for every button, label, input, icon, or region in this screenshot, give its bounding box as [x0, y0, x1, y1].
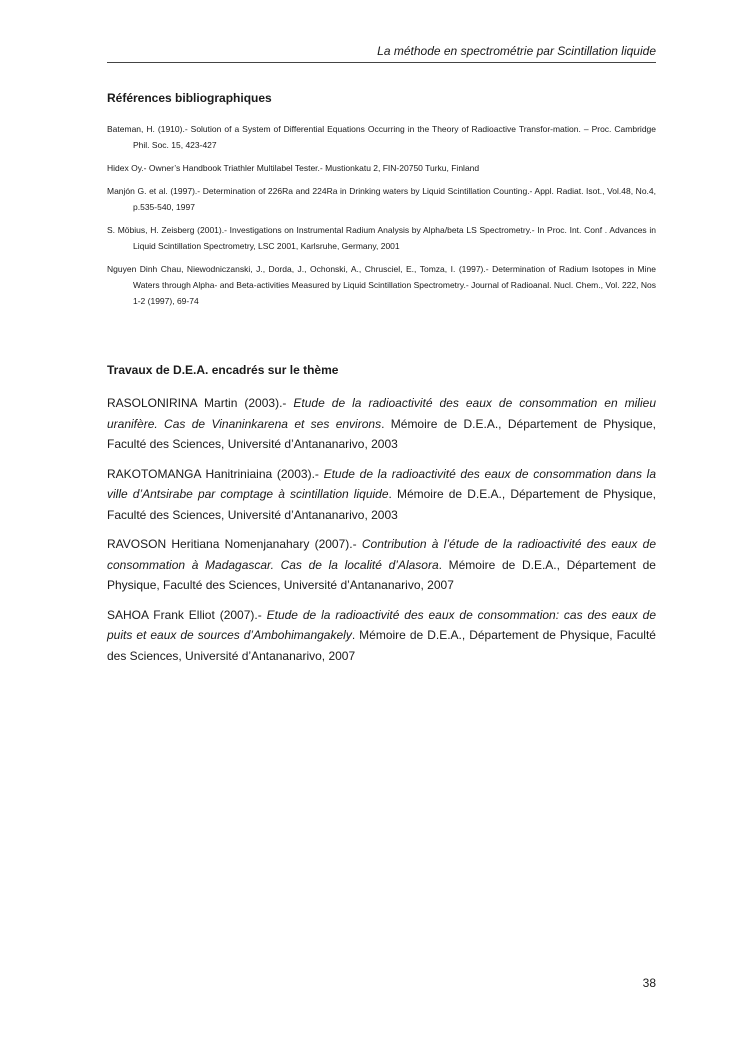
header-divider — [107, 62, 656, 63]
thesis-item — [107, 534, 656, 596]
references-heading: Références bibliographiques — [107, 91, 272, 105]
thesis-author: RAVOSON Heritiana Nomenjanahary (2007).- — [107, 537, 362, 551]
reference-item: Hidex Oy.- Owner’s Handbook Triathler Multilabel Tester.- Mustionkatu 2, FIN-20750 Turku, Finland — [107, 163, 480, 173]
thesis-item — [107, 464, 656, 526]
thesis-item — [107, 393, 656, 455]
thesis-title: Contribution à l’étude de la radioactivité des eaux de consommation à Madagascar. Cas de la localité d’Alasora — [107, 537, 656, 572]
thesis-title: Etude de la radioactivité des eaux de consommation: cas des eaux de puits et eaux de sources d’Ambohimangakely — [107, 607, 656, 642]
thesis-title: Etude de la radioactivité des eaux de consommation dans la ville d’Antsirabe par comptage à scintillation liquide — [107, 466, 656, 501]
theses-heading: Travaux de D.E.A. encadrés sur le thème — [107, 363, 339, 377]
thesis-title: Etude de la radioactivité des eaux de consommation en milieu uranifère. Cas de Vinaninkarena et ses environs — [107, 396, 656, 431]
page-number: 38 — [642, 976, 656, 990]
reference-item: Manjón G. et al. (1997).- Determination of 226Ra and 224Ra in Drinking waters by Liquid Scintillation Counting.- Appl. Radiat. Isot., Vol.48, No.4, p.535-540, 1997 — [107, 186, 656, 212]
thesis-author: RASOLONIRINA Martin (2003).- — [107, 396, 294, 410]
thesis-author: SAHOA Frank Elliot (2007).- — [107, 607, 267, 622]
reference-item: S. Möbius, H. Zeisberg (2001).- Investigations on Instrumental Radium Analysis by Alpha/beta LS Spectrometry.- In Proc. Int. Conf . Advances in Liquid Scintillation Spectrometry, LSC 2001, Karlsruhe, Germany, 2001 — [107, 225, 656, 251]
thesis-details: . Mémoire de D.E.A., Département de Physique, Faculté des Sciences, Université d’Antananarivo, 2003 — [107, 416, 656, 451]
reference-item: Bateman, H. (1910).- Solution of a System of Differential Equations Occurring in the Theory of Radioactive Transfor-mation. – Proc. Cambridge Phil. Soc. 15, 423-427 — [107, 124, 656, 150]
thesis-details: . Mémoire de D.E.A., Département de Physique, Faculté des Sciences, Université d’Antananarivo, 2007 — [107, 628, 656, 663]
reference-list — [107, 121, 656, 316]
thesis-details: . Mémoire de D.E.A., Département de Physique, Faculté des Sciences, Université d’Antananarivo, 2003 — [107, 487, 656, 522]
thesis-details: . Mémoire de D.E.A., Département de Physique, Faculté des Sciences, Université d’Antananarivo, 2007 — [107, 557, 656, 592]
reference-item: Nguyen Dinh Chau, Niewodniczanski, J., Dorda, J., Ochonski, A., Chrusciel, E., Tomza, I. (1997).- Determination of Radium Isotopes in Mine Waters through Alpha- and Beta-activities Measured by Liquid Scintillation Spectrometry.- Journal of Radioanal. Nucl. Chem., Vol. 222, Nos 1-2 (1997), 69-74 — [107, 264, 656, 306]
theses-list — [107, 393, 656, 675]
thesis-author: RAKOTOMANGA Hanitriniaina (2003).- — [107, 466, 324, 481]
thesis-item — [107, 605, 656, 667]
running-header: La méthode en spectrométrie par Scintillation liquide — [377, 44, 656, 58]
